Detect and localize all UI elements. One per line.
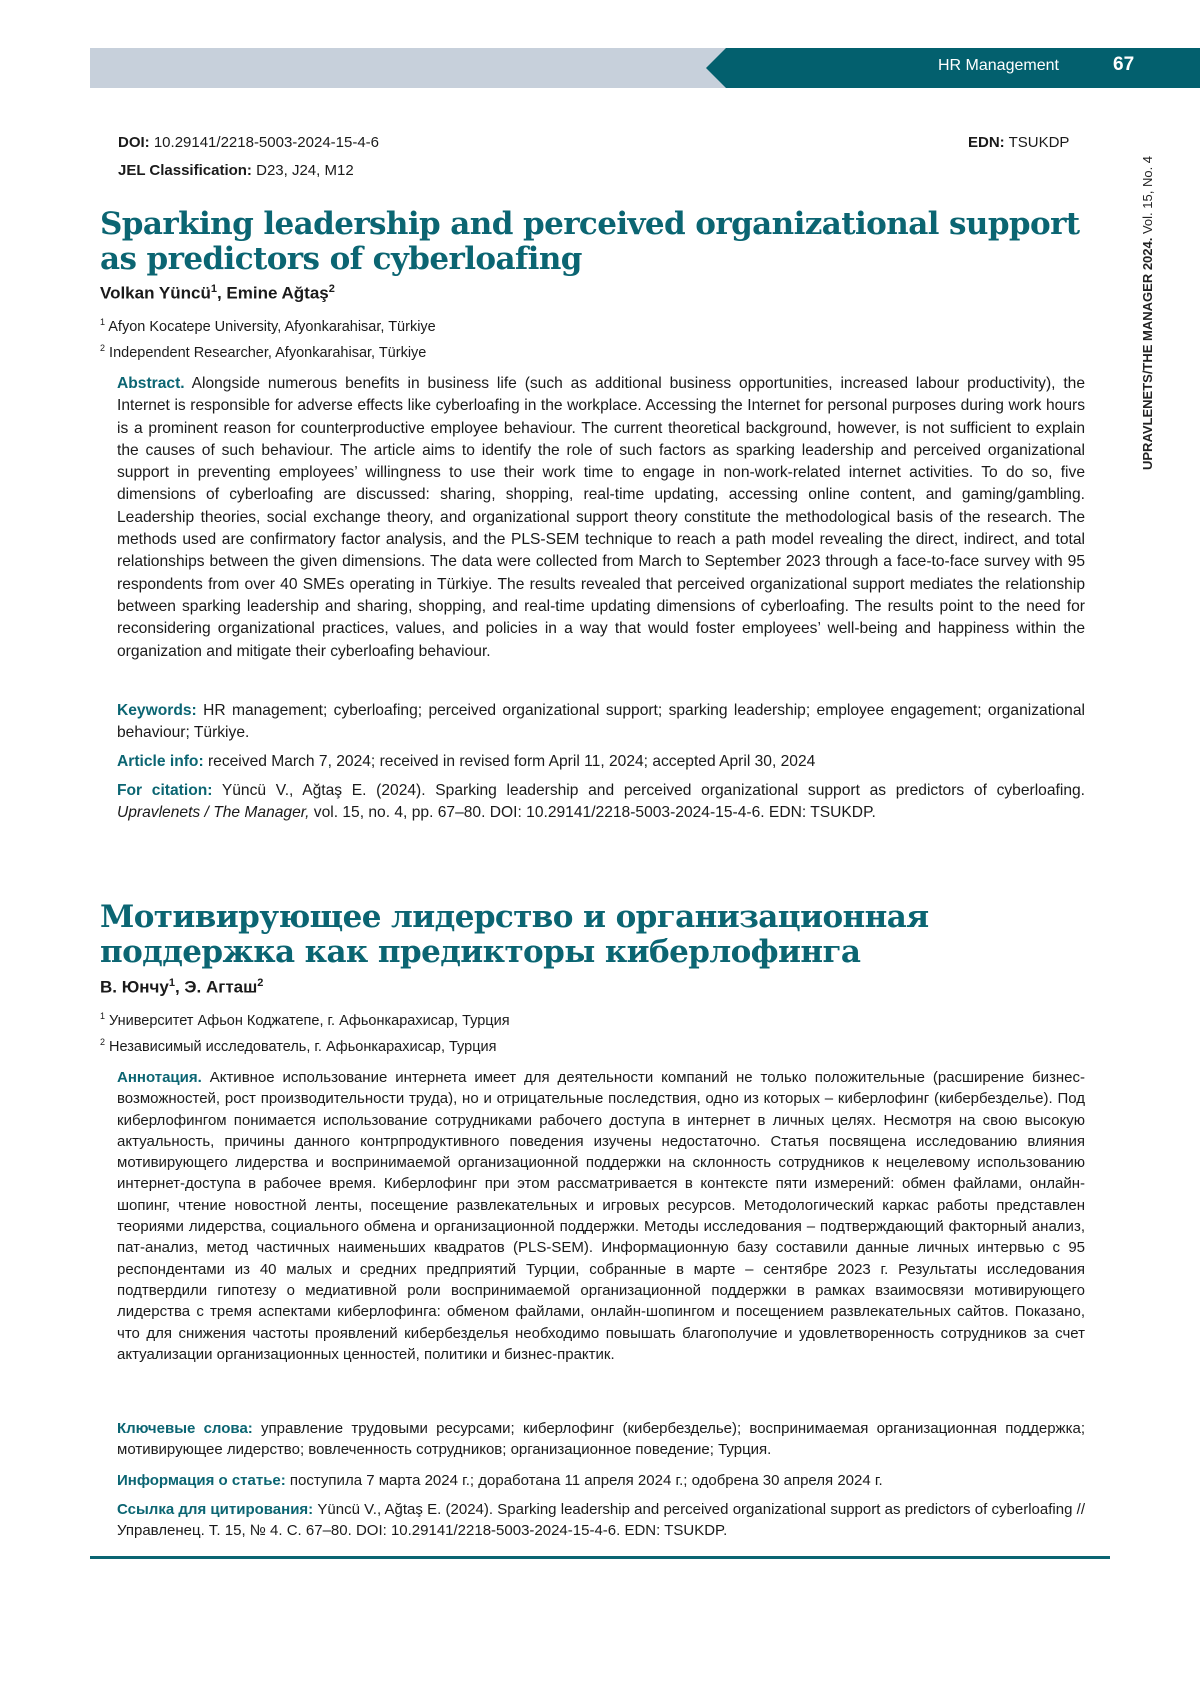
affiliation-text: Afyon Kocatepe University, Afyonkarahisar, Türkiye	[108, 319, 435, 335]
affiliation	[100, 338, 436, 364]
sup: 1	[100, 317, 105, 327]
title-ru: Мотивирующее лидерство и организационная поддержка как предикторы киберлофинга	[100, 900, 1100, 970]
author-2: , Э. Агташ	[175, 978, 257, 997]
author-2: , Emine Ağtaş	[217, 284, 329, 303]
sup: 2	[257, 977, 263, 989]
journal-name: UPRAVLENETS/THE MANAGER 2024.	[1140, 238, 1155, 470]
author-1: Volkan Yüncü	[100, 284, 211, 303]
title-en: Sparking leadership and perceived organizational support as predictors of cyberloafing	[100, 207, 1080, 277]
citation-text: Yüncü V., Ağtaş E. (2024). Sparking leadership and perceived organizational support as predictors of cyberloafing // Управленец. Т. 15, № 4. С. 67–80. DOI: 10.29141/2218-5003-2024-15-4-6. EDN: TSUKDP.	[117, 1501, 1085, 1539]
authors-en	[100, 283, 335, 304]
citation-label: For citation:	[117, 782, 212, 799]
affiliation-text: Independent Researcher, Afyonkarahisar, Türkiye	[109, 345, 426, 361]
citation-en	[117, 780, 1085, 825]
header-section: HR Management	[938, 57, 1059, 75]
sup: 2	[100, 1037, 105, 1047]
edn-value: TSUKDP	[1005, 134, 1070, 151]
edn-label: EDN:	[968, 134, 1005, 151]
page	[0, 0, 1200, 1697]
info-label: Информация о статье:	[117, 1472, 286, 1489]
doi-value: 10.29141/2218-5003-2024-15-4-6	[150, 134, 379, 151]
journal-side-label	[1140, 156, 1155, 470]
sup: 2	[100, 343, 105, 353]
keywords-text: управление трудовыми ресурсами; киберлофинг (кибербезделье); воспринимаемая организационная поддержка; мотивирующее лидерство; вовлеченность сотрудников; организационное поведение; Турция.	[117, 1420, 1085, 1458]
affiliation-text: Университет Афьон Коджатепе, г. Афьонкарахисар, Турция	[109, 1013, 510, 1029]
abstract-label: Abstract.	[117, 375, 185, 392]
keywords-label: Ключевые слова:	[117, 1420, 253, 1437]
citation-text: Yüncü V., Ağtaş E. (2024). Sparking leadership and perceived organizational support as predictors of cyberloafing.	[212, 782, 1085, 799]
affiliation	[100, 312, 436, 338]
affiliations-ru	[100, 1006, 510, 1058]
affiliations-en	[100, 312, 436, 364]
edn	[968, 134, 1069, 151]
abstract-en	[117, 373, 1085, 663]
sup: 2	[329, 283, 335, 295]
abstract-label: Аннотация.	[117, 1069, 202, 1086]
abstract-text: Активное использование интернета имеет для деятельности компаний не только положительные (расширение бизнес-возможностей, рост производительности труда), но и отрицательные последствия, одно из которых – киберлофинг (кибербезделье). Под киберлофингом понимается использование сотрудниками рабочего доступа в интернет в личных целях. Несмотря на свою высокую актуальность, причины данного контрпродуктивного поведения изучены недостаточно. Статья посвящена исследованию влияния мотивирующего лидерства и воспринимаемой организационной поддержки на склонность сотрудников к нецелевому использованию интернет-доступа в рабочее время. Киберлофинг при этом рассматривается в контексте пяти измерений: обмен файлами, онлайн-шопинг, чтение новостной ленты, посещение развлекательных и игровых ресурсов. Методологический каркас работы представлен теориями лидерства, социального обмена и организационной поддержки. Методы исследования – подтверждающий факторный анализ, пат-анализ, метод частичных наименьших квадратов (PLS-SEM). Информационную базу составили данные личных интервью с 95 респондентами из 40 малых и средних предприятий Турции, собранные в марте – сентябре 2023 г. Результаты исследования подтвердили гипотезу о медиативной роли воспринимаемой организационной поддержки в рамках взаимосвязи мотивирующего лидерства с тремя аспектами киберлофинга: обменом файлами, онлайн-шопингом и посещением развлекательных сайтов. Показано, что для снижения частоты проявлений кибербезделья необходимо повышать благополучие и удовлетворенность сотрудников за счет актуализации организационных ценностей, политики и бизнес-практик.	[117, 1069, 1085, 1363]
doi-label: DOI:	[118, 134, 150, 151]
abstract-text: Alongside numerous benefits in business life (such as additional business opportunities, increased labour productivity), the Internet is responsible for adverse effects like cyberloafing in the workplace. Accessing the Internet for personal purposes during work hours is a prominent reason for counterproductive employee behaviour. The current theoretical background, however, is not sufficient to explain the causes of such behaviour. The article aims to identify the role of such factors as sparking leadership and perceived organizational support in preventing employees’ willingness to use their work time to engage in non-work-related internet activities. To do so, five dimensions of cyberloafing are discussed: sharing, shopping, real-time updating, accessing online content, and gaming/gambling. Leadership theories, social exchange theory, and organizational support theory constitute the methodological basis of the research. The methods used are confirmatory factor analysis, and the PLS-SEM technique to reach a path model revealing the direct, indirect, and total relationships between the given dimensions. The data were collected from March to September 2023 through a face-to-face survey with 95 respondents from over 40 SMEs operating in Türkiye. The results revealed that perceived organizational support mediates the relationship between sparking leadership and sharing, shopping, and real-time updating dimensions of cyberloafing. The results point to the need for reconsidering organizational practices, values, and policies in a way that would foster employees’ well-being and happiness within the organization and mitigate their cyberloafing behaviour.	[117, 375, 1085, 660]
page-number: 67	[1113, 54, 1134, 76]
info-text: received March 7, 2024; received in revised form April 11, 2024; accepted April 30, 2024	[204, 753, 816, 770]
article-info-en	[117, 751, 1085, 773]
author-1: В. Юнчу	[100, 978, 169, 997]
affiliation	[100, 1032, 510, 1058]
jel-value: D23, J24, M12	[252, 162, 354, 179]
keywords-en	[117, 700, 1085, 745]
citation-text: vol. 15, no. 4, pp. 67–80. DOI: 10.29141/2218-5003-2024-15-4-6. EDN: TSUKDP.	[309, 804, 875, 821]
doi	[118, 134, 379, 151]
journal-issue: Vol. 15, No. 4	[1140, 156, 1155, 238]
citation-journal: Upravlenets / The Manager,	[117, 804, 309, 821]
keywords-label: Keywords:	[117, 702, 197, 719]
info-text: поступила 7 марта 2024 г.; доработана 11 апреля 2024 г.; одобрена 30 апреля 2024 г.	[286, 1472, 883, 1489]
affiliation-text: Независимый исследователь, г. Афьонкарахисар, Турция	[109, 1039, 496, 1055]
sup: 1	[211, 283, 217, 295]
info-label: Article info:	[117, 753, 204, 770]
citation-label: Ссылка для цитирования:	[117, 1501, 313, 1518]
affiliation	[100, 1006, 510, 1032]
jel	[118, 162, 354, 179]
keywords-ru	[117, 1418, 1085, 1461]
sup: 1	[169, 977, 175, 989]
citation-ru	[117, 1499, 1085, 1542]
sup: 1	[100, 1011, 105, 1021]
jel-label: JEL Classification:	[118, 162, 252, 179]
article-info-ru	[117, 1470, 1085, 1491]
authors-ru	[100, 977, 263, 998]
abstract-ru	[117, 1067, 1085, 1365]
keywords-text: HR management; cyberloafing; perceived organizational support; sparking leadership; employee engagement; organizational behaviour; Türkiye.	[117, 702, 1085, 741]
footer-divider	[90, 1556, 1110, 1559]
